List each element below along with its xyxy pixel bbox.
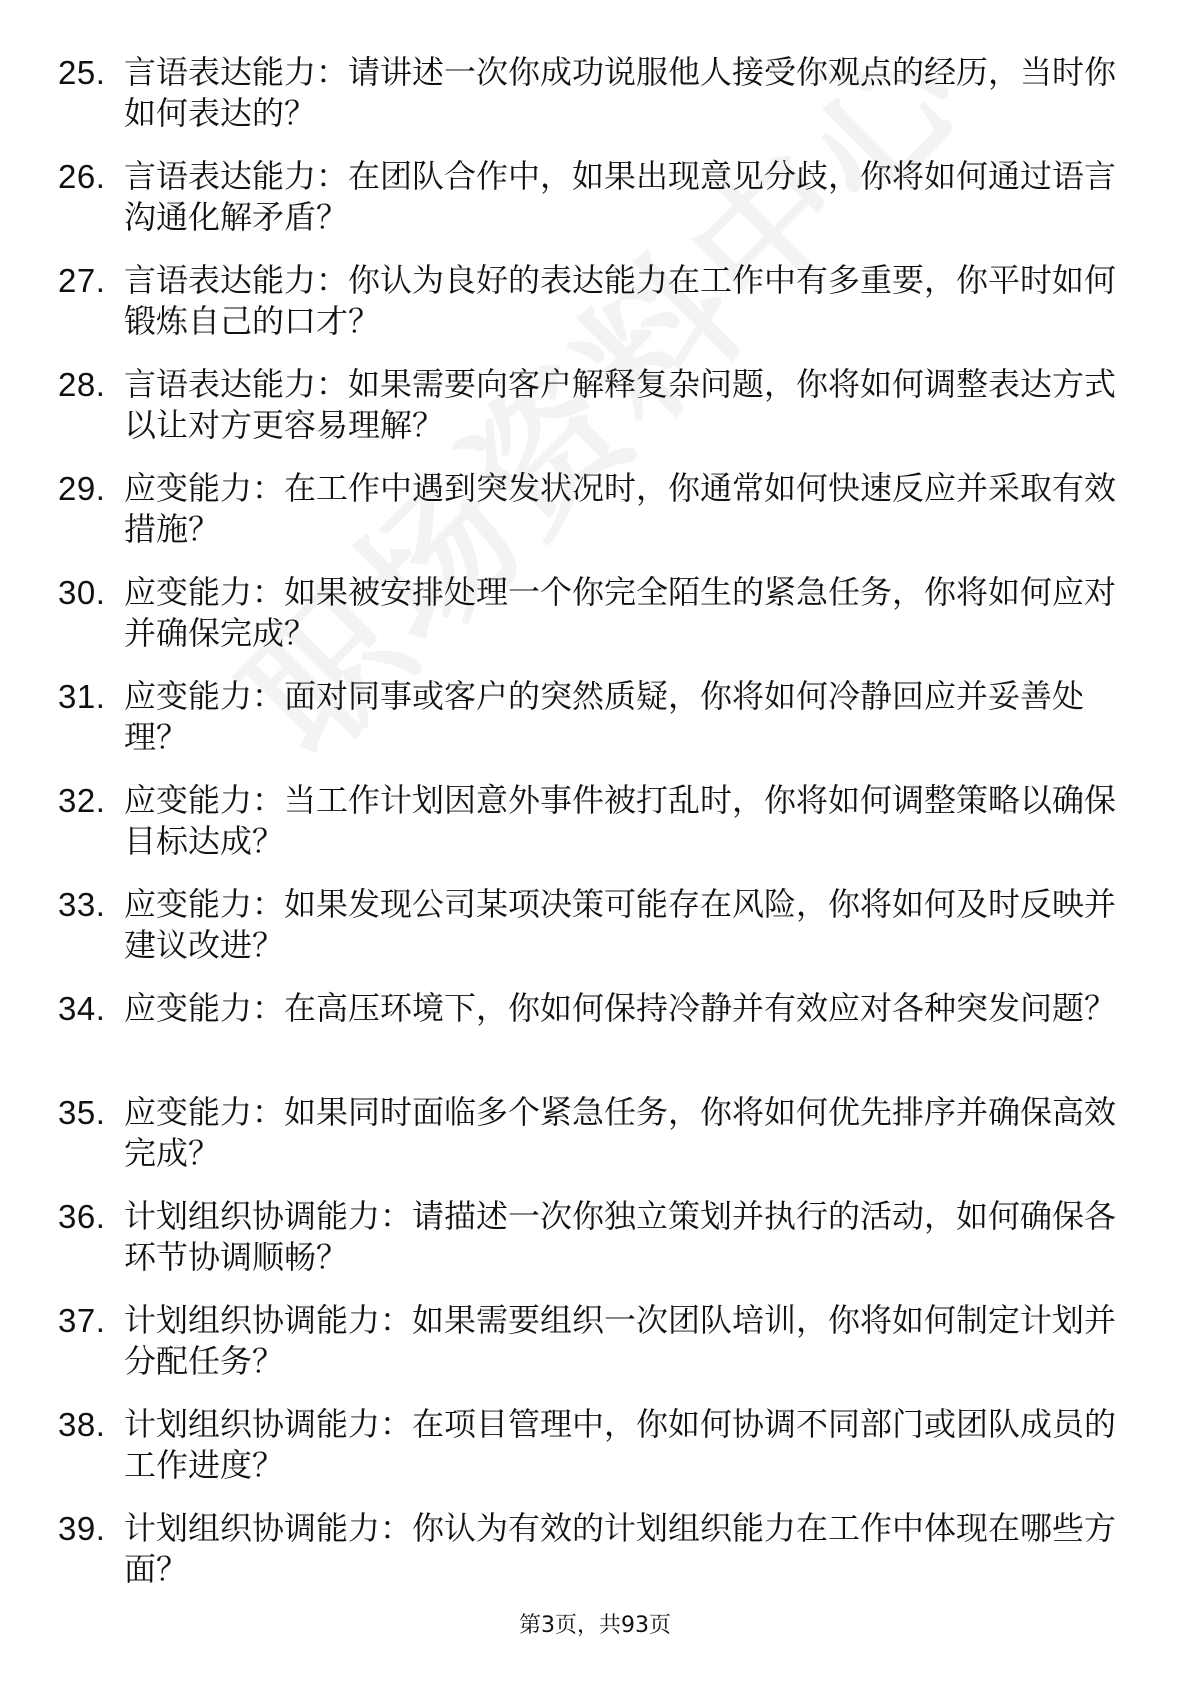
question-text: 应变能力：如果发现公司某项决策可能存在风险，你将如何及时反映并建议改进？ xyxy=(124,885,1117,964)
question-text: 应变能力：在工作中遇到突发状况时，你通常如何快速反应并采取有效措施？ xyxy=(124,469,1117,548)
question-text: 计划组织协调能力：你认为有效的计划组织能力在工作中体现在哪些方面？ xyxy=(124,1509,1117,1588)
question-number: 35. xyxy=(58,1094,106,1131)
question-item xyxy=(58,1404,1133,1508)
question-number: 33. xyxy=(58,886,106,923)
question-number: 38. xyxy=(58,1406,106,1443)
question-text: 计划组织协调能力：请描述一次你独立策划并执行的活动，如何确保各环节协调顺畅？ xyxy=(124,1197,1117,1276)
question-item xyxy=(58,468,1133,572)
question-text: 应变能力：当工作计划因意外事件被打乱时，你将如何调整策略以确保目标达成？ xyxy=(124,781,1117,860)
question-item xyxy=(58,156,1133,260)
question-number: 28. xyxy=(58,366,106,403)
question-item xyxy=(58,52,1133,156)
question-number: 29. xyxy=(58,470,106,507)
question-number: 32. xyxy=(58,782,106,819)
question-item xyxy=(58,1092,1133,1196)
question-item xyxy=(58,1508,1133,1612)
question-text: 计划组织协调能力：如果需要组织一次团队培训，你将如何制定计划并分配任务？ xyxy=(124,1301,1117,1380)
question-item xyxy=(58,1196,1133,1300)
question-number: 39. xyxy=(58,1510,106,1547)
question-item xyxy=(58,676,1133,780)
question-item xyxy=(58,884,1133,988)
question-item xyxy=(58,780,1133,884)
question-item xyxy=(58,364,1133,468)
question-number: 34. xyxy=(58,990,106,1027)
question-text: 应变能力：如果同时面临多个紧急任务，你将如何优先排序并确保高效完成？ xyxy=(124,1093,1117,1172)
question-list xyxy=(58,52,1133,1612)
question-text: 应变能力：在高压环境下，你如何保持冷静并有效应对各种突发问题？ xyxy=(124,989,1117,1027)
question-number: 27. xyxy=(58,262,106,299)
question-number: 31. xyxy=(58,678,106,715)
question-item xyxy=(58,260,1133,364)
question-text: 言语表达能力：在团队合作中，如果出现意见分歧，你将如何通过语言沟通化解矛盾？ xyxy=(124,157,1117,236)
question-number: 36. xyxy=(58,1198,106,1235)
question-number: 25. xyxy=(58,54,106,91)
question-number: 37. xyxy=(58,1302,106,1339)
question-text: 应变能力：面对同事或客户的突然质疑，你将如何冷静回应并妥善处理？ xyxy=(124,677,1085,756)
question-text: 言语表达能力：请讲述一次你成功说服他人接受你观点的经历，当时你如何表达的？ xyxy=(124,53,1117,132)
page-indicator: 第3页，共93页 xyxy=(519,1613,671,1638)
question-text: 言语表达能力：你认为良好的表达能力在工作中有多重要，你平时如何锻炼自己的口才？ xyxy=(124,261,1117,340)
question-text: 应变能力：如果被安排处理一个你完全陌生的紧急任务，你将如何应对并确保完成？ xyxy=(124,573,1117,652)
question-item xyxy=(58,1300,1133,1404)
page-footer xyxy=(0,1608,1190,1639)
question-number: 26. xyxy=(58,158,106,195)
question-text: 计划组织协调能力：在项目管理中，你如何协调不同部门或团队成员的工作进度？ xyxy=(124,1405,1117,1484)
question-text: 言语表达能力：如果需要向客户解释复杂问题，你将如何调整表达方式以让对方更容易理解？ xyxy=(124,365,1117,444)
question-item xyxy=(58,572,1133,676)
question-item xyxy=(58,988,1133,1092)
question-number: 30. xyxy=(58,574,106,611)
